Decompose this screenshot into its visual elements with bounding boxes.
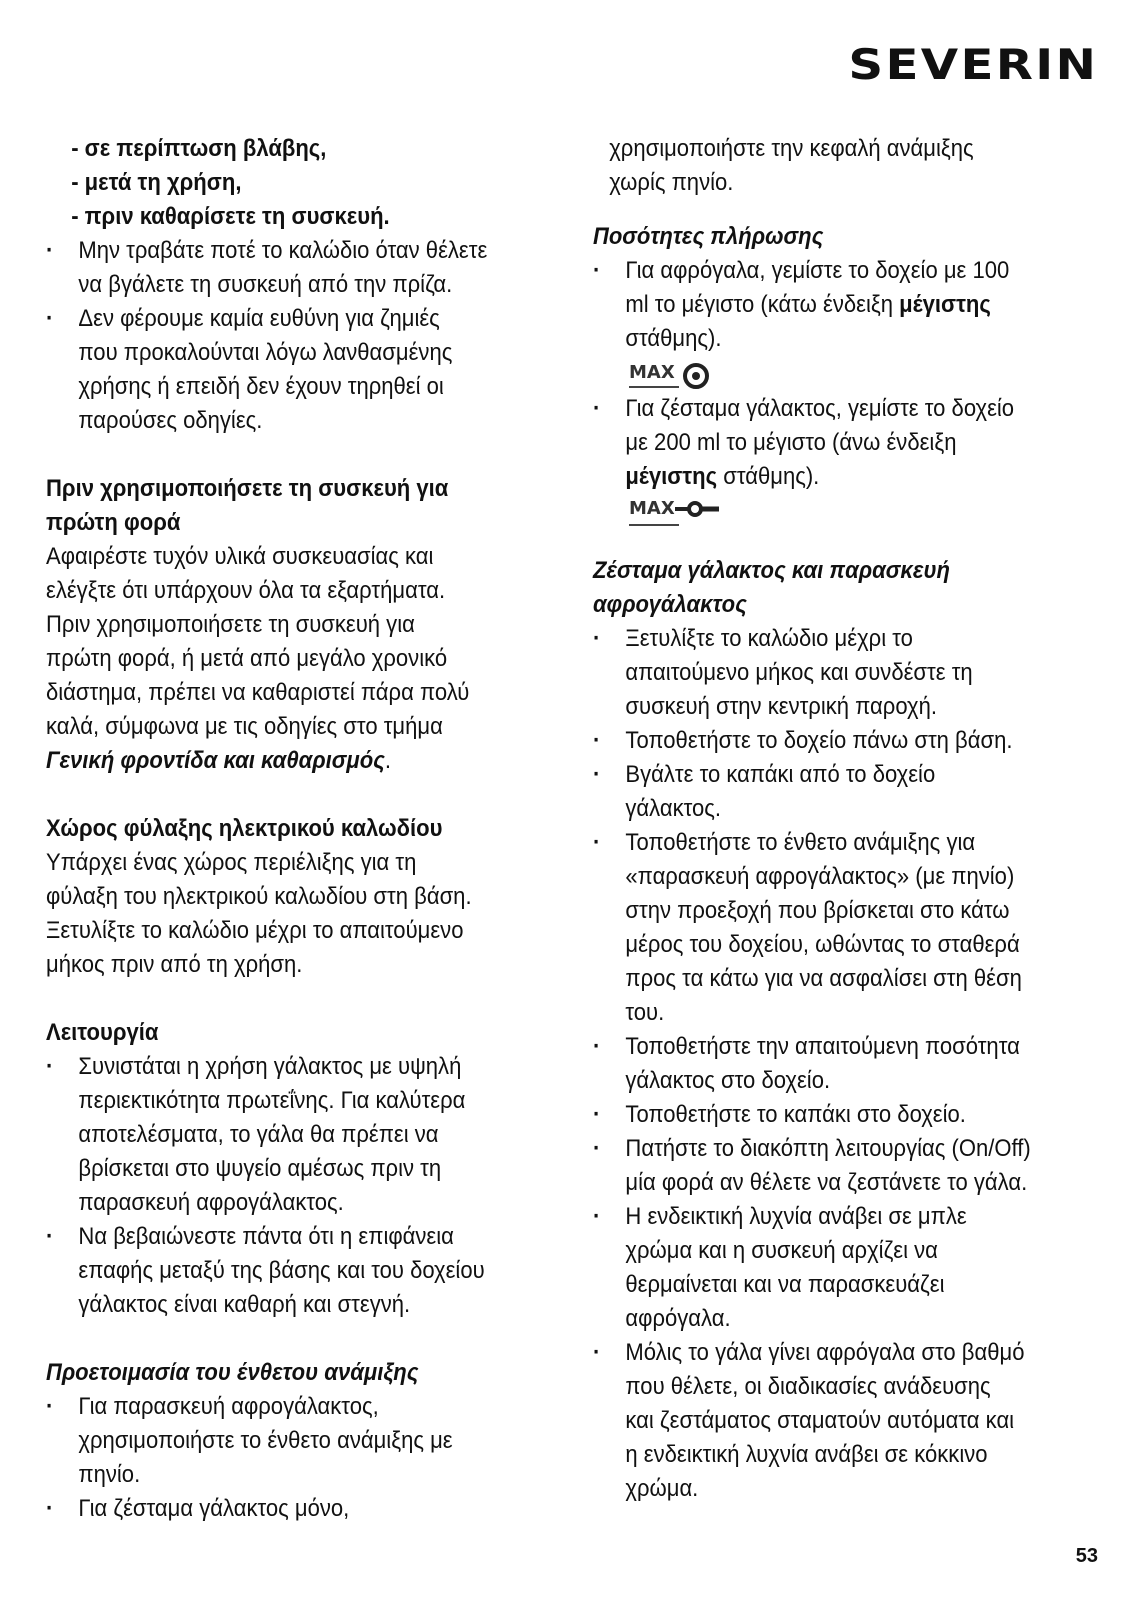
heating-steps-list	[593, 622, 1113, 1506]
bullet-continuation: χρώμα.	[625, 1475, 699, 1502]
max-label: MAX	[629, 362, 675, 383]
bullet-item: · Τοποθετήστε την απαιτούμενη ποσότητα	[593, 1030, 1061, 1064]
bullet-continuation: η ενδεικτική λυχνία ανάβει σε κόκκινο	[625, 1441, 988, 1468]
bullet-item: · Πατήστε το διακόπτη λειτουργίας (On/Off)	[593, 1132, 1061, 1166]
section-heading-insert: Προετοιμασία του ένθετου ανάμιξης	[46, 1359, 419, 1386]
bullet-item: · Τοποθετήστε το καπάκι στο δοχείο.	[593, 1098, 1061, 1132]
page-number: 53	[1075, 1545, 1098, 1567]
bullet-item: · Η ενδεικτική λυχνία ανάβει σε μπλε	[593, 1200, 1061, 1234]
bullet-continuation: μία φορά αν θέλετε να ζεστάνετε το γάλα.	[625, 1169, 1028, 1196]
bullet-continuation: προς τα κάτω για να ασφαλίσει στη θέση	[625, 965, 1022, 992]
bullet-continuation: απαιτούμενο μήκος και συνδέστε τη	[625, 659, 973, 686]
brand-logo: SEVERIN	[848, 40, 1098, 89]
bullet-item: · Για ζέσταμα γάλακτος μόνο,	[46, 1492, 507, 1526]
bullet-continuation: συσκευή στην κεντρική παροχή.	[625, 693, 937, 720]
bullet-continuation: γάλακτος στο δοχείο.	[625, 1067, 831, 1094]
section-heading-fill-quantities: Ποσότητες πλήρωσης	[593, 223, 824, 250]
bullet-item: · Συνιστάται η χρήση γάλακτος με υψηλή	[46, 1050, 507, 1084]
max-foam-level-icon	[593, 356, 1113, 392]
bullet-continuation: γάλακτος.	[625, 795, 722, 822]
max-milk-level-icon	[593, 494, 1113, 530]
bullet-item: · Μόλις το γάλα γίνει αφρόγαλα στο βαθμό	[593, 1336, 1061, 1370]
bullet-item: · Να βεβαιώνεστε πάντα ότι η επιφάνεια	[46, 1220, 507, 1254]
bullet-continuation: χρώμα και η συσκευή αρχίζει να	[625, 1237, 938, 1264]
bullet-continuation: αφρόγαλα.	[625, 1305, 731, 1332]
max-label: MAX	[629, 498, 675, 519]
bullet-continuation: και ζεστάματος σταματούν αυτόματα και	[625, 1407, 1015, 1434]
bullet-item: · Για παρασκευή αφρογάλακτος,	[46, 1390, 507, 1424]
section-heading-cord-storage: Χώρος φύλαξης ηλεκτρικού καλωδίου	[46, 815, 443, 842]
bullet-item: · Για ζέσταμα γάλακτος, γεμίστε το δοχείο	[593, 392, 1061, 426]
bullet-item: · Για αφρόγαλα, γεμίστε το δοχείο με 100	[593, 254, 1061, 288]
section-heading-first-use: πρώτη φορά	[46, 509, 181, 536]
dash-item: - πριν καθαρίσετε τη συσκευή.	[71, 203, 390, 230]
bullet-item: · Ξετυλίξτε το καλώδιο μέχρι το	[593, 622, 1061, 656]
bullet-continuation: στην προεξοχή που βρίσκεται στο κάτω	[625, 897, 1010, 924]
bullet-item: · Τοποθετήστε το δοχείο πάνω στη βάση.	[593, 724, 1061, 758]
bullet-item: · Μην τραβάτε ποτέ το καλώδιο όταν θέλετε	[46, 234, 507, 268]
section-heading-first-use: Πριν χρησιμοποιήσετε τη συσκευή για	[46, 475, 449, 502]
bullet-continuation: που θέλετε, οι διαδικασίες ανάδευσης	[625, 1373, 991, 1400]
section-reference: Γενική φροντίδα και καθαρισμός	[46, 747, 385, 774]
left-column: - σε περίπτωση βλάβης, - μετά τη χρήση, - πριν καθαρίσετε τη συσκευή. · Μην τραβάτε ποτέ το καλώδιο όταν θέλετε να βγάλετε τη συσκευή από την πρίζα. · Δεν φέρουμε καμία ευθύνη για ζημιές που προκαλούνται λόγω λανθασμένης χρήσης ή επειδή δεν έχουν τηρηθεί οι παρούσες οδηγίες. Πριν χρησιμοποιήσετε τη συσκευή για πρώτη φορά Αφαιρέστε τυχόν υλικά συσκευασίας και ελέγξτε ότι υπάρχουν όλα τα εξαρτήματα. Πριν χρησιμοποιήσετε τη συσκευή για πρώτη φορά, ή μετά από μεγάλο χρονικό διάστημα, πρέπει να καθαριστεί πάρα πολύ καλά, σύμφωνα με τις οδηγίες στο τμήμα Γενική φροντίδα και καθαρισμός. Χώρος φύλαξης ηλεκτρικού καλωδίου Υπάρχει ένας χώρος περιέλιξης για τη φύλαξη του ηλεκτρικού καλωδίου στη βάση. Ξετυλίξτε το καλώδιο μέχρι το απαιτούμενο μήκος πριν από τη χρήση. Λειτουργία · Συνιστάται η χρήση γάλακτος με υψηλή περιεκτικότητα πρωτεΐνης. Για καλύτερα αποτελέσματα, το γάλα θα πρέπει να βρίσκεται στο ψυγείο αμέσως πριν τη παρασκευή αφρογάλακτος. · Να βεβαιώνεστε πάντα ότι η επιφάνεια επαφής μεταξύ της βάσης και του δοχείου γάλακτος είναι καθαρή και στεγνή. Προετοιμασία του ένθετου ανάμιξης · Για παρασκευή αφρογάλακτος, χρησιμοποιήστε το ένθετο ανάμιξης με πηνίο. · Για ζέσταμα γάλακτος μόνο,	[46, 132, 558, 1526]
bullet-item: · Τοποθετήστε το ένθετο ανάμιξης για	[593, 826, 1061, 860]
right-column: χρησιμοποιήστε την κεφαλή ανάμιξης χωρίς πηνίο. Ποσότητες πλήρωσης · Για αφρόγαλα, γεμίστε το δοχείο με 100 ml το μέγιστο (κάτω ένδειξη μέγιστης στάθμης). MAX · Για ζέσταμα γάλακτος, γεμίστε το δοχείο με 200 ml το μέγιστο (άνω ένδειξη μέγιστης στάθμης). MAX Ζέσταμα γάλακτος και παρασκευή αφρογάλακτος · Ξετυλίξτε το καλώδιο μέχρι το απαιτούμενο μήκος και συνδέστε τη συσκευή στην κεντρική παροχή. · Τοποθετήστε το δοχείο πάνω στη βάση. · Βγάλτε το καπάκι από το δοχείο γάλακτος. · Τοποθετήστε το ένθετο ανάμιξης για «παρασκευή αφρογάλακτος» (με πηνίο) στην προεξοχή που βρίσκεται στο κάτω μέρος του δοχείου, ωθώντας το σταθερά προς τα κάτω για να ασφαλίσει στη θέση του. · Τοποθετήστε την απαιτούμενη ποσότητα γάλακτος στο δοχείο. · Τοποθετήστε το καπάκι στο δοχείο. · Πατήστε το διακόπτη λειτουργίας (On/Off) μία φορά αν θέλετε να ζεστάνετε το γάλα. · Η ενδεικτική λυχνία ανάβει σε μπλε χρώμα και η συσκευή αρχίζει να θερμαίνεται και να παρασκευάζει αφρόγαλα. · Μόλις το γάλα γίνει αφρόγαλα στο βαθμό που θέλετε, οι διαδικασίες ανάδευσης και ζεστάματος σταματούν αυτόματα και η ενδεικτική λυχνία ανάβει σε κόκκινο χρώμα.	[593, 132, 1113, 1506]
bullet-continuation: μέρος του δοχείου, ωθώντας το σταθερά	[625, 931, 1020, 958]
section-heading-operation: Λειτουργία	[46, 1019, 159, 1046]
section-heading-heating: αφρογάλακτος	[593, 591, 747, 618]
dash-item: - μετά τη χρήση,	[71, 169, 242, 196]
bullet-continuation: θερμαίνεται και να παρασκευάζει	[625, 1271, 945, 1298]
bullet-item: · Βγάλτε το καπάκι από το δοχείο	[593, 758, 1061, 792]
dash-item: - σε περίπτωση βλάβης,	[71, 135, 327, 162]
bullet-item: · Δεν φέρουμε καμία ευθύνη για ζημιές	[46, 302, 507, 336]
bullet-continuation: του.	[625, 999, 665, 1026]
section-heading-heating: Ζέσταμα γάλακτος και παρασκευή	[593, 557, 950, 584]
bullet-continuation: «παρασκευή αφρογάλακτος» (με πηνίο)	[625, 863, 1015, 890]
